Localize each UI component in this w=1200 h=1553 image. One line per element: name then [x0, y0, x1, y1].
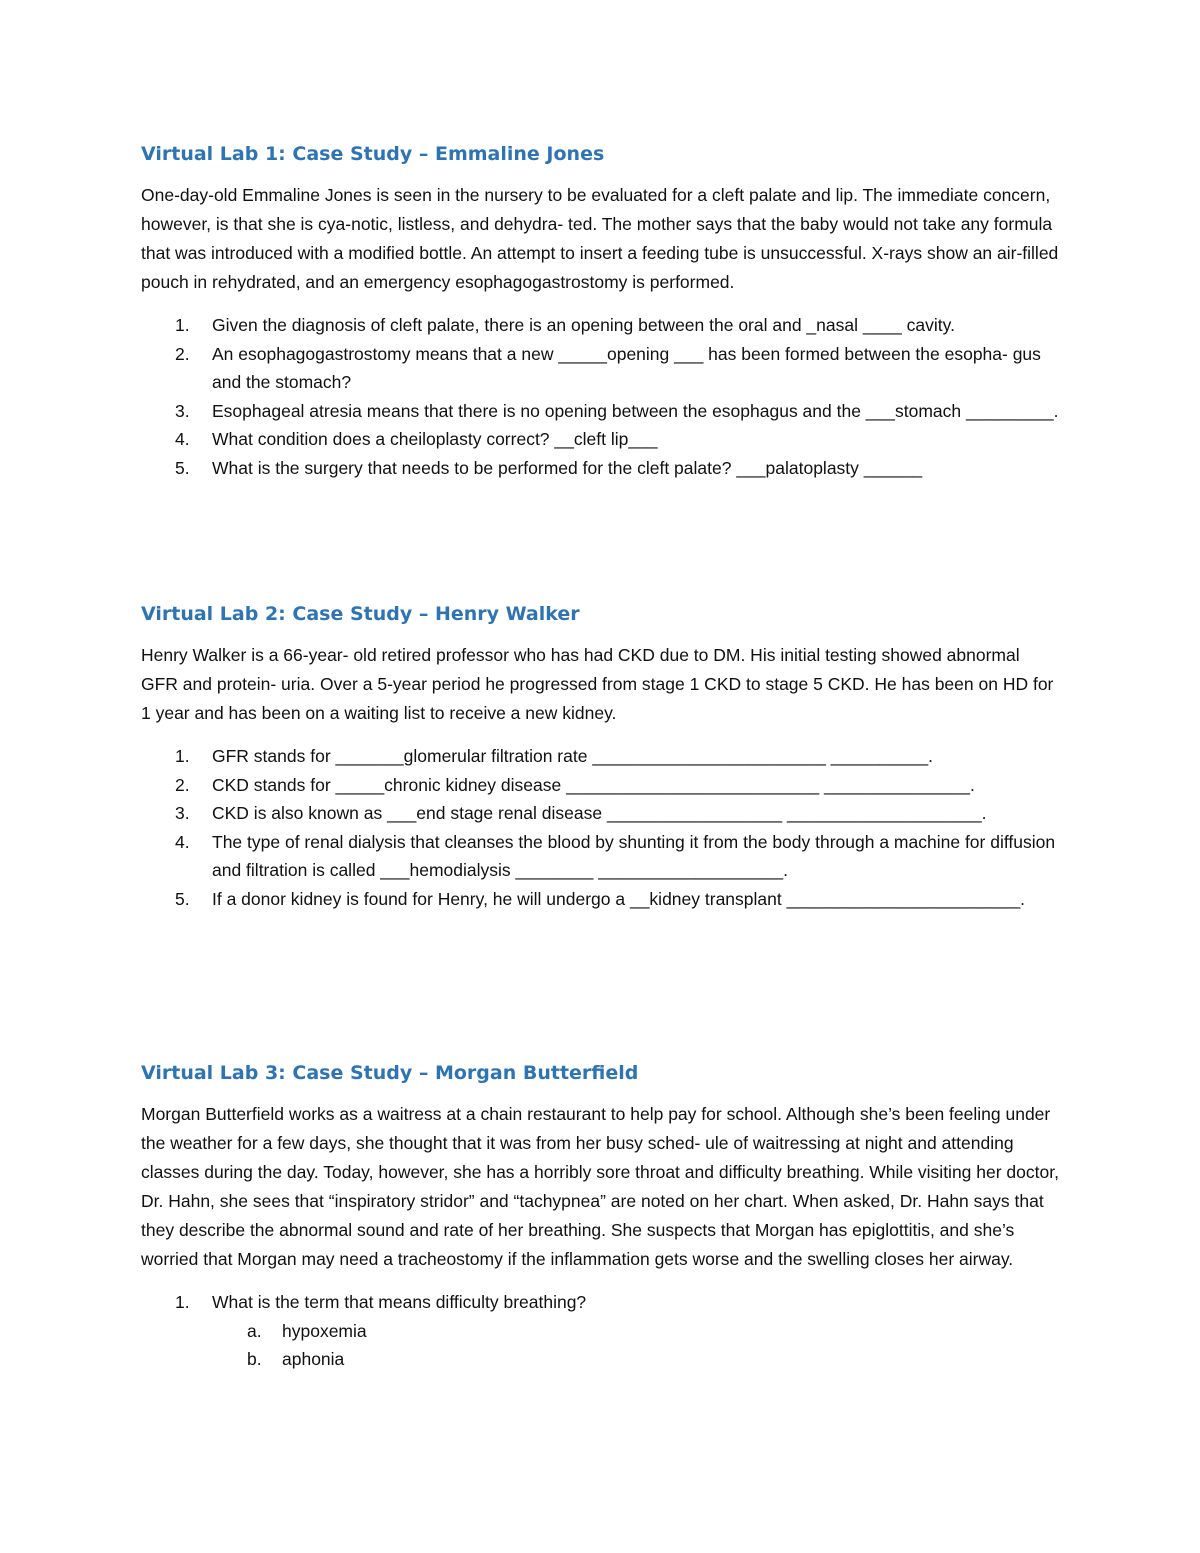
- question-number: 1.: [175, 315, 190, 335]
- option-letter: a.: [247, 1320, 262, 1341]
- lab2-section: [141, 601, 1061, 913]
- question-text: Esophageal atresia means that there is no opening between the esophagus and the ___stomach _________.: [212, 400, 1059, 421]
- answer-option: [141, 1317, 1061, 1345]
- question-text: An esophagogastrostomy means that a new _____opening ___ has been formed between the esopha- gus and the stomach?: [212, 343, 1041, 392]
- lab1-intro: One-day-old Emmaline Jones is seen in the nursery to be evaluated for a cleft palate and lip. The immediate concern, however, is that she is cya-notic, listless, and dehydra- ted. The mother says that the baby would not take any formula that was introduced with a modified bottle. An attempt to insert a feeding tube is unsuccessful. X-rays show an air-filled pouch in rehydrated, and an emergency esophagogastrostomy is performed.: [141, 185, 1059, 292]
- question-text: The type of renal dialysis that cleanses the blood by shunting it from the body through a machine for diffusion and filtration is called ___hemodialysis ________ ___________________.: [212, 831, 1056, 880]
- lab1-question-3: [141, 397, 1061, 426]
- question-number: 5.: [175, 888, 190, 909]
- question-text: GFR stands for _______glomerular filtration rate ________________________ __________.: [212, 746, 933, 766]
- lab2-question-4: [141, 828, 1061, 885]
- lab2-questions: [141, 742, 1061, 913]
- lab3-question-1: [141, 1288, 1061, 1317]
- question-text: What is the surgery that needs to be performed for the cleft palate? ___palatoplasty ______: [212, 457, 923, 478]
- question-number: 5.: [175, 457, 190, 478]
- option-text: hypoxemia: [282, 1320, 367, 1341]
- answer-option: [141, 1345, 1061, 1373]
- question-text: What is the term that means difficulty breathing?: [212, 1292, 587, 1312]
- lab1-question-1: [141, 311, 1061, 340]
- question-text: If a donor kidney is found for Henry, he will undergo a __kidney transplant ________________________.: [212, 888, 1026, 909]
- question-number: 1.: [175, 746, 190, 766]
- question-text: What condition does a cheiloplasty correct? __cleft lip___: [212, 429, 658, 449]
- lab2-question-1: [141, 742, 1061, 771]
- lab1-question-2: [141, 340, 1061, 397]
- lab3-questions: [141, 1288, 1061, 1317]
- lab1-section: [141, 141, 1061, 482]
- lab2-heading: Virtual Lab 2: Case Study – Henry Walker: [141, 603, 580, 625]
- question-number: 4.: [175, 429, 190, 449]
- lab1-question-5: [141, 454, 1061, 483]
- question-number: 1.: [175, 1292, 190, 1312]
- lab1-question-4: [141, 425, 1061, 454]
- lab3-heading: Virtual Lab 3: Case Study – Morgan Butterfield: [141, 1062, 639, 1084]
- question-number: 4.: [175, 831, 190, 852]
- question-number: 3.: [175, 400, 190, 421]
- option-letter: b.: [247, 1348, 262, 1369]
- lab2-question-2: [141, 771, 1061, 800]
- question-text: CKD stands for _____chronic kidney disease __________________________ _______________.: [212, 774, 975, 795]
- question-text: Given the diagnosis of cleft palate, there is an opening between the oral and _nasal ____ cavity.: [212, 315, 955, 335]
- lab1-questions: [141, 311, 1061, 482]
- lab2-intro: Henry Walker is a 66-year- old retired professor who has had CKD due to DM. His initial testing showed abnormal GFR and protein- uria. Over a 5-year period he progressed from stage 1 CKD to stage 5 CKD. He has been on HD for 1 year and has been on a waiting list to receive a new kidney.: [141, 645, 1054, 723]
- option-text: aphonia: [282, 1348, 345, 1369]
- question-text: CKD is also known as ___end stage renal disease __________________ ____________________.: [212, 803, 987, 823]
- lab2-question-3: [141, 799, 1061, 828]
- question-number: 2.: [175, 774, 190, 795]
- lab1-heading: Virtual Lab 1: Case Study – Emmaline Jones: [141, 143, 605, 165]
- lab3-section: [141, 1060, 1061, 1373]
- lab2-question-5: [141, 885, 1061, 914]
- lab3-question-1-options: [141, 1317, 1061, 1373]
- question-number: 3.: [175, 803, 190, 823]
- lab3-intro: Morgan Butterfield works as a waitress at a chain restaurant to help pay for school. Although she’s been feeling under the weather for a few days, she thought that it was from her busy sched- ule of waitressing at night and attending classes during the day. Today, however, she has a horribly sore throat and difficulty breathing. While visiting her doctor, Dr. Hahn, she sees that “inspiratory stridor” and “tachypnea” are noted on her chart. When asked, Dr. Hahn says that they describe the abnormal sound and rate of her breathing. She suspects that Morgan has epiglottitis, and she’s worried that Morgan may need a tracheostomy if the inflammation gets worse and the swelling closes her airway.: [141, 1104, 1059, 1269]
- question-number: 2.: [175, 343, 190, 364]
